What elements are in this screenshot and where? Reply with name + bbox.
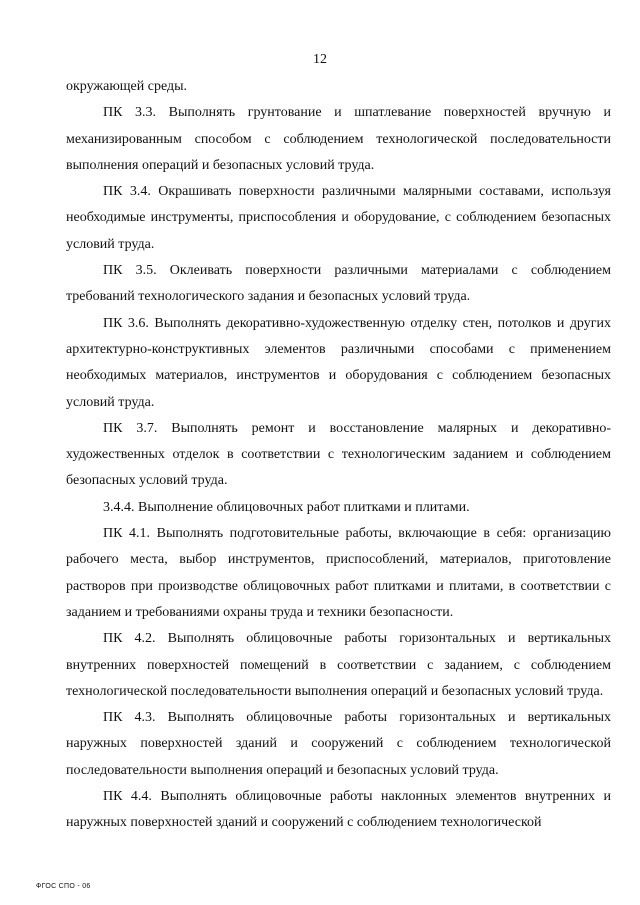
- paragraph-pk-3-4: ПК 3.4. Окрашивать поверхности различными малярными составами, используя необходимые инструменты, приспособления и оборудование, с соблюдением безопасных условий труда.: [66, 184, 611, 252]
- paragraph-pk-4-3: ПК 4.3. Выполнять облицовочные работы горизонтальных и вертикальных наружных поверхностей зданий и сооружений с соблюдением технологической последовательности выполнения операций и безопасных условий труда.: [66, 710, 611, 778]
- footer-code: ФГОС СПО - 06: [36, 883, 91, 890]
- paragraph-pk-4-2: ПК 4.2. Выполнять облицовочные работы горизонтальных и вертикальных внутренних поверхностей помещений в соответствии с заданием, с соблюдением технологической последовательности выполнения операций и безопасных условий труда.: [66, 631, 611, 699]
- page-number: 12: [313, 52, 327, 67]
- paragraph-pk-3-3: ПК 3.3. Выполнять грунтование и шпатлевание поверхностей вручную и механизированным способом с соблюдением технологической последовательности выполнения операций и безопасных условий труда.: [66, 105, 611, 173]
- document-body: [66, 74, 611, 837]
- paragraph-pk-3-6: ПК 3.6. Выполнять декоративно-художественную отделку стен, потолков и других архитектурно-конструктивных элементов различными способами с применением необходимых материалов, инструментов и оборудования с соблюдением безопасных условий труда.: [66, 315, 611, 410]
- paragraph-continuation: окружающей среды.: [66, 79, 188, 94]
- paragraph-pk-4-4: ПК 4.4. Выполнять облицовочные работы наклонных элементов внутренних и наружных поверхностей зданий и сооружений с соблюдением технологической: [66, 789, 611, 831]
- paragraph-pk-4-1: ПК 4.1. Выполнять подготовительные работы, включающие в себя: организацию рабочего места, выбор инструментов, приспособлений, материалов, приготовление растворов при производстве облицовочных работ плитками и плитами, в соответствии с заданием и требованиями охраны труда и техники безопасности.: [66, 526, 611, 620]
- paragraph-pk-3-7: ПК 3.7. Выполнять ремонт и восстановление малярных и декоративно-художественных отделок в соответствии с технологическим заданием и соблюдением безопасных условий труда.: [66, 420, 611, 489]
- section-heading-3-4-4: 3.4.4. Выполнение облицовочных работ плитками и плитами.: [103, 499, 470, 515]
- paragraph-pk-3-5: ПК 3.5. Оклеивать поверхности различными материалами с соблюдением требований технологического задания и безопасных условий труда.: [66, 263, 611, 305]
